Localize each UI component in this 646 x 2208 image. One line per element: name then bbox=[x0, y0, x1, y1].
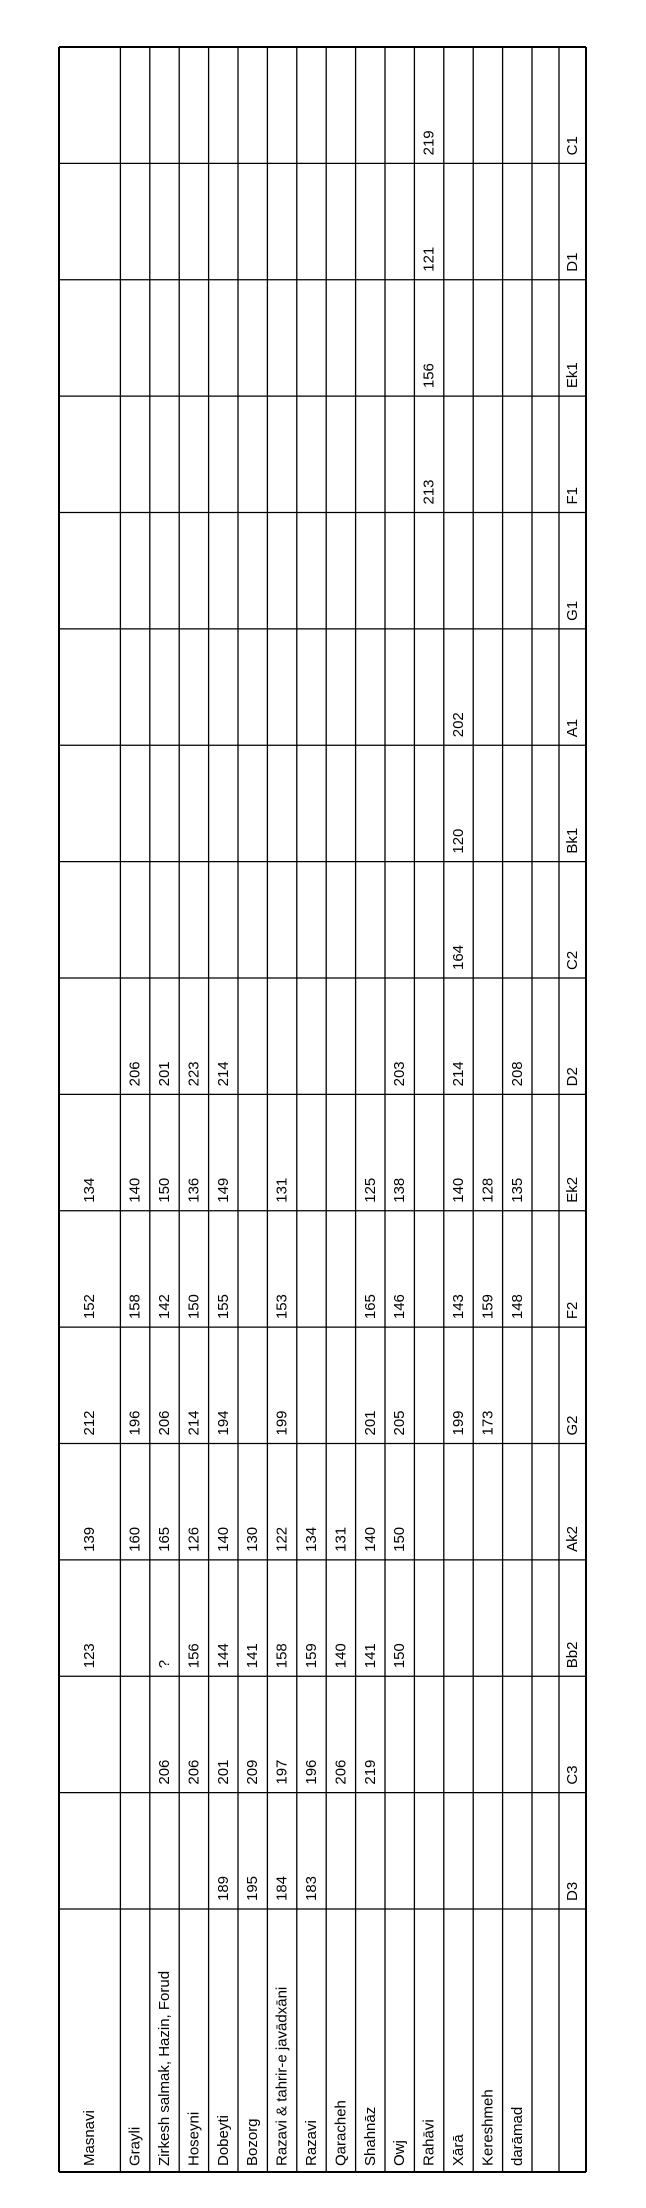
row-label: Xārā bbox=[450, 2134, 467, 2166]
table-cell: 120 bbox=[450, 828, 467, 854]
table-cell: 143 bbox=[450, 1294, 467, 1320]
row-label: Rahāvi bbox=[420, 2119, 438, 2166]
row-label: Masnavi bbox=[81, 2110, 99, 2166]
row-label: Bozorg bbox=[244, 2118, 262, 2166]
column-header: Ak2 bbox=[564, 1526, 581, 1552]
column-header: C1 bbox=[564, 136, 581, 156]
table-cell: 140 bbox=[126, 1177, 144, 1203]
row-label: Razavi bbox=[303, 2120, 320, 2166]
column-header: A1 bbox=[564, 718, 581, 738]
table-cell: 223 bbox=[185, 1061, 203, 1087]
table-cell: 149 bbox=[214, 1177, 232, 1203]
table-cell: 201 bbox=[156, 1061, 173, 1087]
table-cell: 144 bbox=[214, 1643, 232, 1669]
table-cell: 201 bbox=[361, 1410, 379, 1436]
column-header: C3 bbox=[564, 1765, 581, 1785]
table-cell: 148 bbox=[508, 1294, 526, 1320]
table-cell: 123 bbox=[81, 1643, 99, 1669]
table-cell: 128 bbox=[479, 1177, 497, 1203]
table-cell: 139 bbox=[81, 1526, 99, 1552]
table-cell: 206 bbox=[126, 1061, 144, 1087]
column-header: G2 bbox=[564, 1415, 581, 1436]
row-label: Hoseyni bbox=[185, 2111, 203, 2166]
table-cell: 150 bbox=[391, 1643, 409, 1669]
table-cell: 159 bbox=[303, 1643, 320, 1669]
table-cell: 201 bbox=[214, 1759, 232, 1785]
table-cell: 195 bbox=[244, 1875, 262, 1901]
table-cell: ? bbox=[156, 1659, 173, 1669]
table-cell: 122 bbox=[273, 1526, 291, 1552]
table-cell: 150 bbox=[156, 1177, 173, 1203]
column-header: C2 bbox=[564, 950, 581, 970]
table-cell: 156 bbox=[185, 1643, 203, 1669]
row-label: Owj bbox=[391, 2140, 409, 2166]
table-cell: 205 bbox=[391, 1410, 409, 1436]
table-cell: 140 bbox=[332, 1643, 350, 1669]
table-cell: 165 bbox=[156, 1526, 173, 1552]
table-cell: 153 bbox=[273, 1294, 291, 1320]
table-cell: 206 bbox=[156, 1410, 173, 1436]
table-cell: 135 bbox=[508, 1177, 526, 1203]
row-label: Kereshmeh bbox=[479, 2089, 497, 2166]
table-cell: 142 bbox=[156, 1294, 173, 1320]
table-cell: 194 bbox=[214, 1410, 232, 1436]
table-cell: 140 bbox=[450, 1177, 467, 1203]
column-header: Bb2 bbox=[564, 1641, 581, 1669]
column-header: Ek2 bbox=[564, 1176, 581, 1203]
table-cell: 196 bbox=[303, 1759, 320, 1785]
table-cell: 214 bbox=[450, 1061, 467, 1087]
table-cell: 196 bbox=[126, 1410, 144, 1436]
table-cell: 219 bbox=[420, 130, 438, 156]
table-grid-lines bbox=[59, 47, 586, 2172]
column-header: Ek1 bbox=[564, 362, 581, 389]
table-cell: 152 bbox=[81, 1294, 99, 1320]
column-header: G1 bbox=[564, 600, 581, 621]
column-header: F2 bbox=[564, 1301, 581, 1320]
table-cell: 173 bbox=[479, 1410, 497, 1436]
table-cell: 121 bbox=[420, 246, 438, 272]
table-cell: 214 bbox=[185, 1410, 203, 1436]
table-cell: 206 bbox=[332, 1759, 350, 1785]
table-cell: 150 bbox=[391, 1526, 409, 1552]
table-cell: 202 bbox=[450, 712, 467, 738]
row-label: Razavi & tahrir-e javādxāni bbox=[273, 1986, 291, 2166]
table-cell: 138 bbox=[391, 1177, 409, 1203]
table-cell: 214 bbox=[214, 1061, 232, 1087]
table-cell: 165 bbox=[361, 1294, 379, 1320]
table-cell: 134 bbox=[81, 1177, 99, 1203]
table-cell: 150 bbox=[185, 1294, 203, 1320]
table-text bbox=[81, 130, 581, 2166]
table-cell: 134 bbox=[303, 1526, 320, 1552]
table-cell: 156 bbox=[420, 363, 438, 389]
column-header: D3 bbox=[564, 1881, 581, 1901]
row-label: Zirkesh salmak, Hazin, Forud bbox=[156, 1970, 173, 2166]
table-cell: 130 bbox=[244, 1526, 262, 1552]
column-header: Bk1 bbox=[564, 827, 581, 854]
table-cell: 183 bbox=[303, 1875, 320, 1901]
table-cell: 199 bbox=[450, 1410, 467, 1436]
table-cell: 131 bbox=[332, 1526, 350, 1552]
row-label: Dobeyti bbox=[214, 2115, 232, 2166]
table-cell: 159 bbox=[479, 1294, 497, 1320]
table-cell: 141 bbox=[244, 1643, 262, 1669]
table-cell: 199 bbox=[273, 1410, 291, 1436]
table-cell: 125 bbox=[361, 1177, 379, 1203]
row-label: Shahnāz bbox=[361, 2106, 379, 2166]
column-header: F1 bbox=[564, 486, 581, 505]
column-header: D1 bbox=[564, 252, 581, 272]
table-cell: 155 bbox=[214, 1294, 232, 1320]
table-cell: 208 bbox=[508, 1061, 526, 1087]
table-cell: 158 bbox=[273, 1643, 291, 1669]
column-header: D2 bbox=[564, 1067, 581, 1087]
table-cell: 213 bbox=[420, 479, 438, 505]
table-cell: 189 bbox=[214, 1875, 232, 1901]
table-cell: 158 bbox=[126, 1294, 144, 1320]
table-cell: 184 bbox=[273, 1875, 291, 1901]
table-cell: 206 bbox=[156, 1759, 173, 1785]
table-cell: 141 bbox=[361, 1643, 379, 1669]
table-cell: 136 bbox=[185, 1177, 203, 1203]
table-cell: 164 bbox=[450, 944, 467, 970]
table-cell: 126 bbox=[185, 1526, 203, 1552]
table-cell: 131 bbox=[273, 1177, 291, 1203]
table-cell: 212 bbox=[81, 1410, 99, 1436]
table-cell: 197 bbox=[273, 1759, 291, 1785]
table-cell: 146 bbox=[391, 1294, 409, 1320]
table-cell: 140 bbox=[214, 1526, 232, 1552]
row-label: darāmad bbox=[508, 2106, 526, 2166]
table-cell: 219 bbox=[361, 1759, 379, 1785]
table-cell: 209 bbox=[244, 1759, 262, 1785]
row-label: Grayli bbox=[126, 2126, 144, 2166]
table-cell: 160 bbox=[126, 1526, 144, 1552]
table-cell: 140 bbox=[361, 1526, 379, 1552]
row-label: Qaracheh bbox=[332, 2100, 350, 2166]
table-cell: 206 bbox=[185, 1759, 203, 1785]
table-cell: 203 bbox=[391, 1061, 409, 1087]
